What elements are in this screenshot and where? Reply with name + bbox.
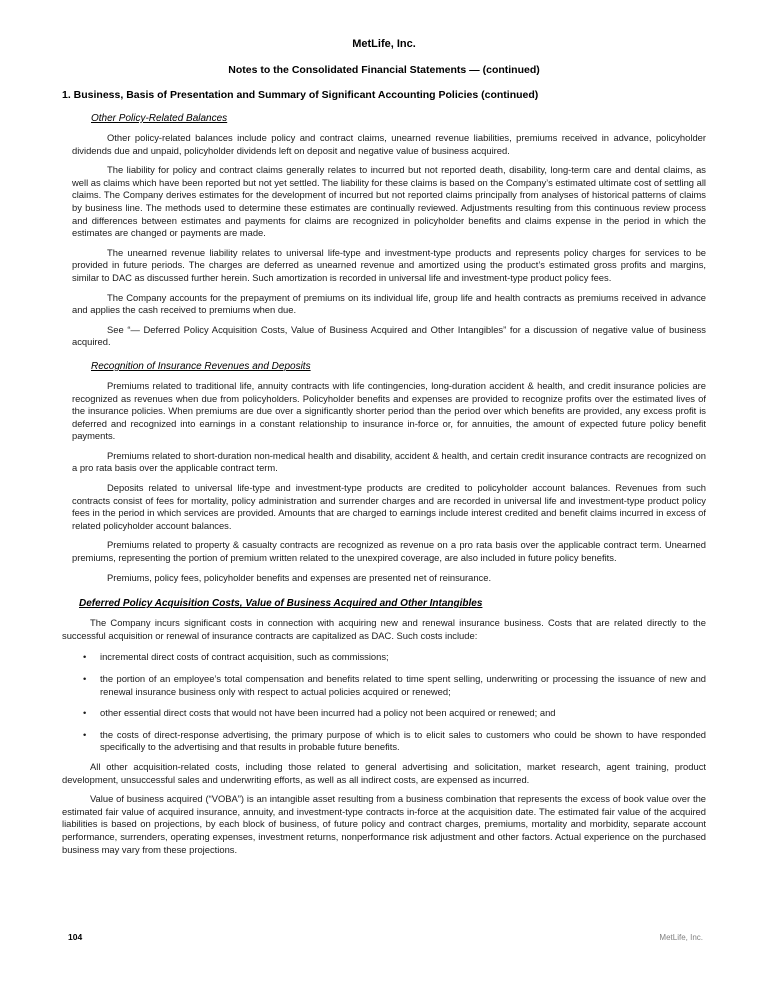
bullet-item (62, 707, 706, 720)
paragraph: Value of business acquired (“VOBA”) is an intangible asset resulting from a business combination that represents the excess of book value over the estimated fair value of acquired insurance, annuity, and investment-type contracts in-force at the acquisition date. The estimated fair value of the acquired liabilities is based on projections, by each block of business, of future policy and contract charges, premiums, mortality and morbidity, separate account performance, surrenders, operating expenses, investment returns, nonperformance risk adjustment and other factors. Actual experience on the purchased business may vary from these projections. (62, 793, 706, 855)
bullet-item (62, 673, 706, 698)
bullet-marker: • (83, 673, 87, 684)
section-1-body (72, 113, 706, 584)
bullet-text: the costs of direct-response advertising, the primary purpose of which is to elicit sales to customers who could be shown to have responded specifically to the advertising and that results in probable future benefits. (100, 728, 706, 753)
section-1-heading: 1. Business, Basis of Presentation and Summary of Significant Accounting Policies (continued) (62, 89, 539, 101)
recognition-revenues-heading: Recognition of Insurance Revenues and Deposits (91, 360, 311, 372)
paragraph: Premiums related to property & casualty contracts are recognized as revenue on a pro rata basis over the applicable contract term. Unearned premiums, representing the portion of premium written related to the unexpired coverage, are also included in future policy benefits. (72, 539, 706, 564)
paragraph: Premiums, policy fees, policyholder benefits and expenses are presented net of reinsurance. (107, 571, 492, 583)
page-number: 104 (68, 932, 83, 942)
paragraph: The liability for policy and contract claims generally relates to incurred but not reported death, disability, long-term care and dental claims, as well as claims which have been reported but not yet settled. The liability for these claims is based on the Company’s estimated ultimate cost of settling all claims. The Company derives estimates for the development of incurred but not reported claims principally from analyses of historical patterns of claims by business line. The methods used to determine these estimates are continually reviewed. Adjustments resulting from this continuous review process and differences between estimates and payments for claims are recognized in policyholder benefits and claims expense in the period in which the estimates are changed or payments are made. (72, 164, 706, 239)
dac-cost-bullet-list (62, 651, 706, 754)
bullet-item (62, 729, 706, 754)
paragraph: The Company accounts for the prepayment of premiums on its individual life, group life and health contracts as premiums received in advance and applies the cash received to premiums when due. (72, 291, 706, 316)
other-policy-balances-heading: Other Policy-Related Balances (91, 113, 228, 124)
bullet-marker: • (83, 707, 87, 719)
bullet-text: other essential direct costs that would not have been incurred had a policy not been acquired or renewed; and (100, 707, 556, 719)
paragraph: All other acquisition-related costs, including those related to general advertising and solicitation, market research, agent training, product development, unsuccessful sales and underwriting efforts, as well as all indirect costs, are expensed as incurred. (62, 760, 706, 785)
bullet-text: incremental direct costs of contract acquisition, such as commissions; (100, 651, 389, 663)
bullet-marker: • (83, 651, 87, 663)
bullet-text: the portion of an employee’s total compensation and benefits related to time spent selling, underwriting or processing the issuance of new and renewal insurance business only with respect to actual policies acquired or renewed; (100, 673, 706, 697)
paragraph: Other policy-related balances include policy and contract claims, unearned revenue liabilities, premiums received in advance, policyholder dividends due and unpaid, policyholder dividends left on deposit and negative value of business acquired. (72, 132, 706, 156)
page-footer (62, 932, 706, 942)
paragraph: Premiums related to traditional life, annuity contracts with life contingencies, long-duration accident & health, and credit insurance policies are recognized as revenues when due from policyholders. Policyholder benefits and expenses are provided to recognize profits over the estimated lives of the insurance policies. When premiums are due over a significantly shorter period than the period over which benefits are provided, any excess profit is deferred and recognized into earnings in a constant relationship to insurance in-force or, for annuities, the amount of expected future policy benefit payments. (72, 379, 706, 442)
paragraph: Deposits related to universal life-type and investment-type products are credited to policyholder account balances. Revenues from such contracts consist of fees for mortality, policy administration and surrender charges and are recorded in universal life and investment-type product policy fees in the period in which services are provided. Amounts that are charged to earnings include interest credited and benefit claims incurred in excess of related policyholder account balances. (72, 482, 706, 531)
paragraph: The unearned revenue liability relates to universal life-type and investment-type products and represents policy charges for services to be provided in future periods. The charges are deferred as unearned revenue and amortized using the product’s estimated gross profits and margins, similar to DAC as discussed further herein. Such amortization is recorded in universal life and investment-type product policy fees. (72, 246, 706, 283)
footer-company-name: MetLife, Inc. (659, 933, 703, 942)
dac-voba-section (62, 598, 706, 856)
company-title: MetLife, Inc. (352, 38, 416, 50)
paragraph: Premiums related to short-duration non-medical health and disability, accident & health, and certain credit insurance contracts are recognized on a pro rata basis over the applicable contract term. (72, 449, 706, 474)
paragraph: The Company incurs significant costs in connection with acquiring new and renewal insurance business. Costs that are related directly to the successful acquisition or renewal of insurance contracts are capitalized as DAC. Such costs include: (62, 617, 706, 641)
paragraph: See “— Deferred Policy Acquisition Costs, Value of Business Acquired and Other Intangibles” for a discussion of negative value of business acquired. (72, 323, 706, 348)
dac-voba-heading: Deferred Policy Acquisition Costs, Value of Business Acquired and Other Intangibles (79, 598, 483, 610)
bullet-item (62, 651, 706, 664)
bullet-marker: • (83, 728, 87, 740)
document-title: Notes to the Consolidated Financial Statements — (continued) (228, 64, 540, 76)
